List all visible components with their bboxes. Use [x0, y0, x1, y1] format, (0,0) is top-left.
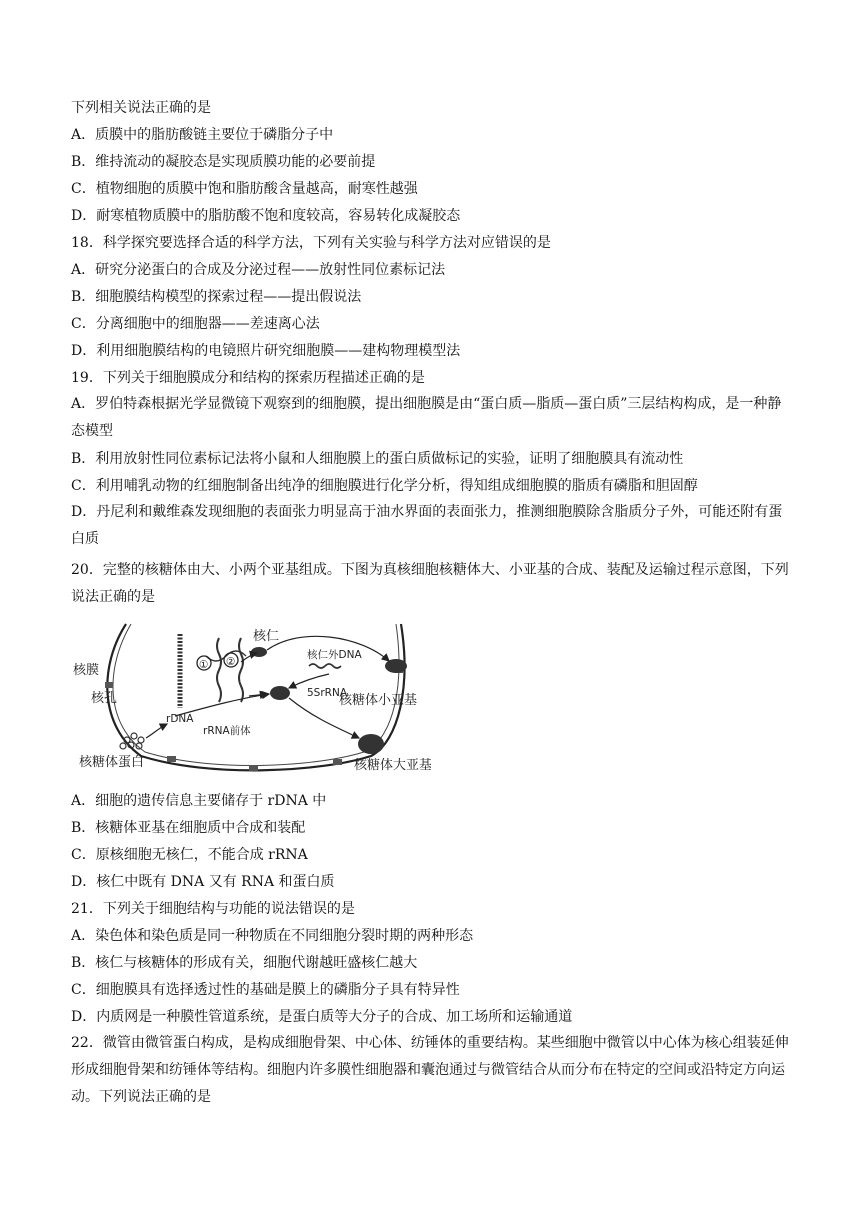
- nuclear-pore-1: [105, 682, 113, 688]
- precursor-particle: [270, 686, 290, 700]
- q21-option-c: C．细胞膜具有选择透过性的基础是膜上的磷脂分子具有特异性: [71, 982, 460, 998]
- q22-stem: 22．微管由微管蛋白构成，是构成细胞骨架、中心体、纺锤体的重要结构。某些细胞中微管以中心体为核心组装延伸形成细胞骨架和纺锤体等结构。细胞内许多膜性细胞器和囊泡通过与微管结合从而分布在特定的空间或沿特定方向运动。下列说法正确的是: [71, 1035, 789, 1105]
- q19-option-d: D．丹尼利和戴维森发现细胞的表面张力明显高于油水界面的表面张力，推测细胞膜除含脂质分子外，可能还附有蛋白质: [71, 504, 783, 547]
- small-subunit-label: 核糖体小亚基: [339, 693, 418, 708]
- q20-option-c: C．原核细胞无核仁，不能合成 rRNA: [71, 847, 308, 863]
- q19-option-c: C．利用哺乳动物的红细胞制备出纯净的细胞膜进行化学分析，得知组成细胞膜的脂质有磷脂和胆固醇: [71, 478, 698, 494]
- q17-stem: 下列相关说法正确的是: [71, 100, 211, 116]
- q18-option-b: B．细胞膜结构模型的探索过程——提出假说法: [71, 289, 362, 305]
- rrna-precursor-label: rRNA前体: [203, 725, 251, 737]
- q17-option-d: D．耐寒植物质膜中的脂肪酸不饱和度较高，容易转化成凝胶态: [71, 208, 461, 224]
- q17-option-a: A．质膜中的脂肪酸链主要位于磷脂分子中: [71, 127, 334, 143]
- large-subunit-particle: [358, 734, 384, 754]
- q20-stem: 20．完整的核糖体由大、小两个亚基组成。下图为真核细胞核糖体大、小亚基的合成、装配及运输过程示意图，下列说法正确的是: [71, 562, 789, 605]
- 5s-rrna-label: 5SrRNA: [307, 687, 347, 699]
- ribosome-assembly-diagram: [71, 616, 431, 778]
- extra-dna-label: 核仁外DNA: [307, 649, 362, 661]
- q21-option-a: A．染色体和染色质是同一种物质在不同细胞分裂时期的两种形态: [71, 928, 474, 944]
- large-subunit-label: 核糖体大亚基: [354, 758, 431, 773]
- q21-option-b: B．核仁与核糖体的形成有关，细胞代谢越旺盛核仁越大: [71, 955, 418, 971]
- q20-option-b: B．核糖体亚基在细胞质中合成和装配: [71, 820, 306, 836]
- q19-option-a: A．罗伯特森根据光学显微镜下观察到的细胞膜，提出细胞膜是由“蛋白质—脂质—蛋白质”三层结构构成，是一种静态模型: [71, 396, 782, 439]
- step-1-label: ①: [199, 659, 209, 671]
- nucleolus-label: 核仁: [253, 629, 280, 644]
- q18-option-a: A．研究分泌蛋白的合成及分泌过程——放射性同位素标记法: [71, 262, 446, 278]
- q18-option-d: D．利用细胞膜结构的电镜照片研究细胞膜——建构物理模型法: [71, 343, 461, 359]
- q19-stem: 19．下列关于细胞膜成分和结构的探索历程描述正确的是: [71, 370, 425, 386]
- nuclear-pore-4: [333, 759, 342, 765]
- step-2-label: ②: [226, 656, 236, 668]
- q20-option-d: D．核仁中既有 DNA 又有 RNA 和蛋白质: [71, 874, 335, 890]
- nuclear-membrane-label: 核膜: [73, 663, 100, 678]
- q17-option-b: B．维持流动的凝胶态是实现质膜功能的必要前提: [71, 154, 376, 170]
- ribosomal-protein-label: 核糖体蛋白: [79, 755, 145, 770]
- nuclear-pore-label: 核孔: [91, 691, 118, 706]
- q19-option-b: B．利用放射性同位素标记法将小鼠和人细胞膜上的蛋白质做标记的实验，证明了细胞膜具有流动性: [71, 451, 684, 467]
- nuclear-pore-2: [167, 756, 176, 762]
- rdna-label: rDNA: [166, 713, 194, 725]
- q21-option-d: D．内质网是一种膜性管道系统，是蛋白质等大分子的合成、加工场所和运输通道: [71, 1009, 573, 1025]
- q18-stem: 18．科学探究要选择合适的科学方法，下列有关实验与科学方法对应错误的是: [71, 235, 551, 251]
- q18-option-c: C．分离细胞中的细胞器——差速离心法: [71, 316, 320, 332]
- q17-option-c: C．植物细胞的质膜中饱和脂肪酸含量越高，耐寒性越强: [71, 181, 418, 197]
- q20-option-a: A．细胞的遗传信息主要储存于 rDNA 中: [71, 793, 327, 809]
- small-subunit-particle-inner: [251, 647, 267, 657]
- q21-stem: 21．下列关于细胞结构与功能的说法错误的是: [71, 901, 355, 917]
- nuclear-pore-3: [249, 765, 258, 771]
